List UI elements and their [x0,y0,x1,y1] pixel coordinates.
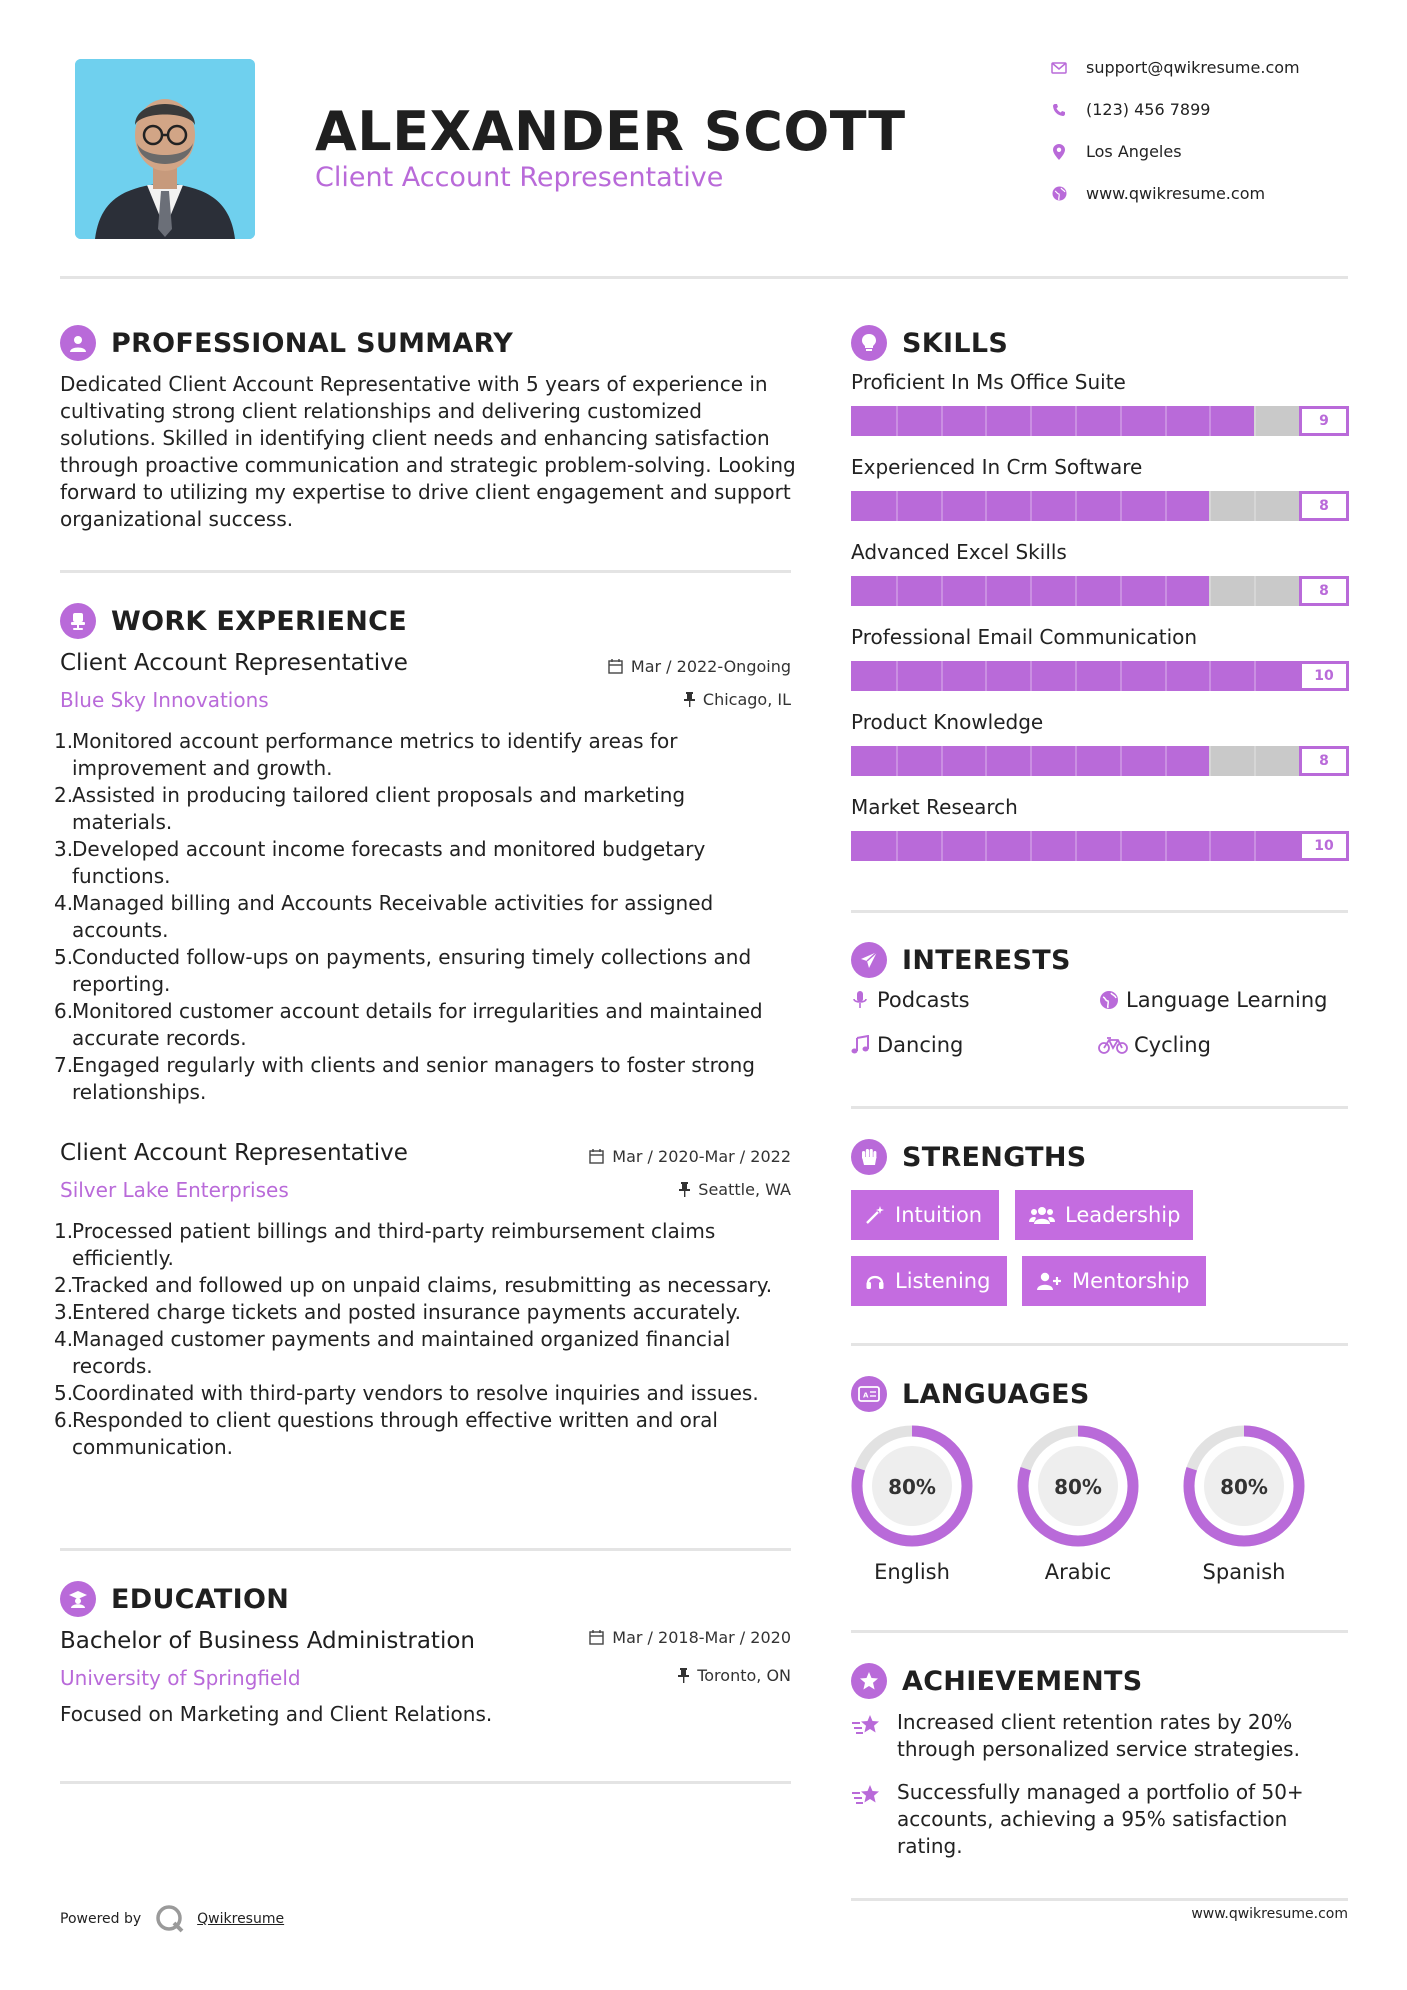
duty-item: 1. Monitored account performance metrics to identify areas for improvement and growth. [54,729,678,780]
skill-segment-divider [896,831,898,861]
job-1-dates [520,657,791,676]
skill-segment-divider [1254,661,1256,691]
skill-segment-divider [1030,831,1032,861]
skill-segment-divider [1209,746,1211,776]
strength-label: Leadership [1065,1203,1181,1227]
duty-item: 4. Managed billing and Accounts Receivable activities for assigned accounts. [54,891,714,942]
duty-item: 6. Responded to client questions through effective written and oral communication. [54,1408,718,1459]
skill-segment-divider [1209,406,1211,436]
skill-row [851,370,1349,455]
skill-segment-divider [1254,406,1256,436]
skill-segment-divider [941,406,943,436]
interest-dancing [848,1033,963,1057]
skill-segment-divider [1030,406,1032,436]
briefcase-chair-icon [60,603,96,639]
users-icon [1029,1205,1055,1225]
contact-website-text: www.qwikresume.com [1086,184,1266,203]
contact-website[interactable] [1050,184,1265,203]
paper-plane-icon [851,942,887,978]
education-heading [60,1581,289,1617]
skill-segment-divider [1254,746,1256,776]
globe-icon [1050,185,1068,203]
interest-label: Podcasts [877,988,970,1012]
job-1-duties [54,728,774,1106]
language-card-icon [851,1376,887,1412]
language-spanish [1182,1424,1306,1584]
lightbulb-icon [851,325,887,361]
education-location [520,1666,791,1685]
headphones-icon [865,1271,885,1291]
skill-bar [851,746,1349,776]
qwikresume-link[interactable]: Qwikresume [197,1911,285,1927]
summary-text: Dedicated Client Account Representative with 5 years of experience in cultivating strong client relationships and delivering customized solutions. Skilled in identifying client needs and enhancing satisfaction through proactive communication and strategic problem-solving. Looking forward to utilizing my expertise to drive client engagement and support organizational success. [60,372,796,531]
skill-segment-divider [896,661,898,691]
education-location-text: Toronto, ON [697,1666,791,1685]
interests-divider [851,1106,1348,1109]
candidate-name: ALEXANDER SCOTT [315,100,906,163]
skills-title: SKILLS [902,327,1009,359]
achievements-heading [851,1663,1143,1699]
contact-location [1050,142,1182,161]
languages-heading [851,1376,1090,1412]
strength-listening [851,1256,1007,1306]
interest-cycling [1097,1033,1211,1057]
skill-segment-divider [1209,661,1211,691]
skill-track [851,831,1299,861]
footer-website[interactable]: www.qwikresume.com [1191,1906,1348,1922]
strengths-heading [851,1139,1087,1175]
skill-segment-divider [896,406,898,436]
education-title: EDUCATION [111,1583,290,1615]
contact-phone-text: (123) 456 7899 [1086,100,1211,119]
skill-segment-divider [985,406,987,436]
duty-item: 1. Processed patient billings and third-party reimbursement claims efficiently. [54,1219,716,1270]
skill-fill [851,406,1254,436]
job-2-dates-text: Mar / 2020-Mar / 2022 [612,1147,791,1166]
skill-score: 8 [1299,746,1349,776]
duty-item: 7. Engaged regularly with clients and senior managers to foster strong relationships. [54,1053,755,1104]
skills-divider [851,910,1348,913]
skill-segment-divider [941,491,943,521]
skill-segment-divider [1254,831,1256,861]
music-note-icon [848,1035,872,1055]
calendar-icon [589,1149,604,1164]
skill-segment-divider [985,746,987,776]
skill-segment-divider [1120,406,1122,436]
skill-segment-divider [1165,746,1167,776]
contact-email-text: support@qwikresume.com [1086,58,1300,77]
duty-item: 2. Assisted in producing tailored client proposals and marketing materials. [54,783,686,834]
skill-segment-divider [1165,661,1167,691]
language-ring [850,1424,974,1548]
job-2-location [520,1180,791,1199]
fist-icon [851,1139,887,1175]
skill-segment-divider [941,576,943,606]
achievement-text: Successfully managed a portfolio of 50+ accounts, achieving a 95% satisfaction rating. [897,1780,1304,1858]
graduate-icon [60,1581,96,1617]
microphone-icon [848,990,872,1010]
skill-track [851,746,1299,776]
strength-label: Listening [895,1269,991,1293]
skill-track [851,661,1299,691]
work-divider [60,1548,791,1551]
skill-row [851,540,1349,625]
contact-location-text: Los Angeles [1086,142,1182,161]
skill-track [851,491,1299,521]
skill-bar [851,576,1349,606]
interests-title: INTERESTS [902,944,1071,976]
bicycle-icon [1097,1036,1129,1054]
profile-photo [75,59,255,239]
work-heading [60,603,407,639]
powered-by-text: Powered by [60,1911,142,1927]
skill-label: Product Knowledge [851,710,1044,734]
strengths-title: STRENGTHS [902,1141,1087,1173]
languages-title: LANGUAGES [902,1378,1090,1410]
phone-icon [1050,101,1068,119]
user-plus-icon [1036,1271,1062,1291]
skill-row [851,625,1349,710]
globe-icon [1097,990,1121,1010]
strength-label: Mentorship [1072,1269,1190,1293]
language-ring [1016,1424,1140,1548]
job-2-title: Client Account Representative [60,1140,408,1166]
duty-item: 6. Monitored customer account details for irregularities and maintained accurate records. [54,999,763,1050]
duty-item: 3. Developed account income forecasts and monitored budgetary functions. [54,837,706,888]
language-level: 80% [1054,1475,1102,1499]
skill-segment-divider [1165,831,1167,861]
achievement-text: Increased client retention rates by 20% through personalized service strategies. [897,1710,1300,1761]
pushpin-icon [679,1182,690,1197]
calendar-icon [608,659,623,674]
skill-segment-divider [1075,746,1077,776]
contact-email[interactable] [1050,58,1300,77]
calendar-icon [589,1630,604,1645]
language-ring [1182,1424,1306,1548]
education-dates [520,1628,791,1647]
skill-segment-divider [1209,576,1211,606]
skills-heading [851,325,1008,361]
interests-heading [851,942,1071,978]
duty-item: 4. Managed customer payments and maintained organized financial records. [54,1327,731,1378]
strength-leadership [1015,1190,1193,1240]
skill-segment-divider [1075,576,1077,606]
pushpin-icon [678,1668,689,1683]
skills-list [851,370,1349,880]
job-2-company: Silver Lake Enterprises [60,1178,289,1202]
skill-segment-divider [1209,831,1211,861]
skill-segment-divider [1075,661,1077,691]
skill-label: Professional Email Communication [851,625,1198,649]
skill-segment-divider [1120,491,1122,521]
summary-divider [60,570,791,573]
skill-segment-divider [985,576,987,606]
skill-segment-divider [941,831,943,861]
languages-divider [851,1630,1348,1633]
strengths-divider [851,1343,1348,1346]
skill-segment-divider [941,661,943,691]
footer-powered-by [60,1904,284,1934]
interest-language-learning [1097,988,1327,1012]
interest-label: Dancing [877,1033,964,1057]
pushpin-icon [684,692,695,707]
language-name: Arabic [1044,1560,1112,1584]
skill-score: 10 [1299,831,1349,861]
contact-phone[interactable] [1050,100,1210,119]
skill-segment-divider [1120,831,1122,861]
achievements-title: ACHIEVEMENTS [902,1665,1143,1697]
skill-segment-divider [896,576,898,606]
skill-track [851,406,1299,436]
skill-segment-divider [1209,491,1211,521]
skill-score: 8 [1299,491,1349,521]
skill-segment-divider [1254,576,1256,606]
user-icon [60,325,96,361]
language-level: 80% [888,1475,936,1499]
job-1-title: Client Account Representative [60,650,408,676]
duty-item: 3. Entered charge tickets and posted insurance payments accurately. [54,1300,741,1324]
skill-bar [851,491,1349,521]
skill-segment-divider [1030,746,1032,776]
job-2-dates [520,1147,791,1166]
language-english [850,1424,974,1584]
skill-bar [851,831,1349,861]
skill-segment-divider [1165,576,1167,606]
skill-segment-divider [1075,831,1077,861]
interest-podcasts [848,988,970,1012]
skill-segment-divider [1165,491,1167,521]
duty-item: 2. Tracked and followed up on unpaid claims, resubmitting as necessary. [54,1273,773,1297]
skill-label: Proficient In Ms Office Suite [851,370,1126,394]
summary-heading [60,325,513,361]
skill-label: Experienced In Crm Software [851,455,1143,479]
skill-label: Advanced Excel Skills [851,540,1067,564]
job-1-company: Blue Sky Innovations [60,688,269,712]
skill-row [851,710,1349,795]
skill-segment-divider [1254,491,1256,521]
skill-segment-divider [985,831,987,861]
skill-segment-divider [941,746,943,776]
education-divider [60,1781,791,1784]
job-2-location-text: Seattle, WA [698,1180,791,1199]
skill-segment-divider [1165,406,1167,436]
shooting-star-icon [851,1779,885,1860]
strength-label: Intuition [895,1203,983,1227]
skill-segment-divider [896,491,898,521]
candidate-role: Client Account Representative [315,162,724,193]
interest-label: Cycling [1134,1033,1211,1057]
skill-row [851,455,1349,540]
skill-segment-divider [1075,406,1077,436]
language-name: English [874,1560,950,1584]
skill-segment-divider [1030,576,1032,606]
education-school: University of Springfield [60,1666,301,1690]
skill-score: 9 [1299,406,1349,436]
skill-row [851,795,1349,880]
header-divider [60,276,1348,279]
skill-segment-divider [1120,746,1122,776]
svg-text:A: A [863,1391,869,1400]
magic-wand-icon [865,1205,885,1225]
skill-segment-divider [985,491,987,521]
strength-mentorship [1022,1256,1206,1306]
skill-score: 8 [1299,576,1349,606]
skill-label: Market Research [851,795,1018,819]
skill-segment-divider [1030,491,1032,521]
qwikresume-logo-icon [155,1904,185,1934]
job-1-location [520,690,791,709]
duty-item: 5. Coordinated with third-party vendors to resolve inquiries and issues. [54,1381,759,1405]
shooting-star-icon [851,1709,885,1763]
achievement-item [851,1709,1351,1763]
skill-segment-divider [1075,491,1077,521]
location-pin-icon [1050,143,1068,161]
achievements-divider [851,1898,1348,1901]
language-level: 80% [1220,1475,1268,1499]
summary-title: PROFESSIONAL SUMMARY [111,327,514,359]
job-2-duties [54,1218,794,1461]
skill-score: 10 [1299,661,1349,691]
work-title: WORK EXPERIENCE [111,605,407,637]
job-1-dates-text: Mar / 2022-Ongoing [630,657,791,676]
strength-intuition [851,1190,999,1240]
skill-segment-divider [1120,661,1122,691]
achievement-item [851,1779,1351,1860]
skill-bar [851,661,1349,691]
skill-bar [851,406,1349,436]
skill-segment-divider [1030,661,1032,691]
duty-item: 5. Conducted follow-ups on payments, ensuring timely collections and reporting. [54,945,752,996]
language-name: Spanish [1202,1560,1286,1584]
job-1-location-text: Chicago, IL [702,690,791,709]
skill-segment-divider [985,661,987,691]
skill-track [851,576,1299,606]
skill-segment-divider [1120,576,1122,606]
skill-segment-divider [896,746,898,776]
education-note: Focused on Marketing and Client Relations. [60,1702,493,1726]
interest-label: Language Learning [1126,988,1328,1012]
education-dates-text: Mar / 2018-Mar / 2020 [612,1628,791,1647]
education-degree: Bachelor of Business Administration [60,1628,475,1654]
star-badge-icon [851,1663,887,1699]
language-arabic [1016,1424,1140,1584]
envelope-icon [1050,59,1068,77]
